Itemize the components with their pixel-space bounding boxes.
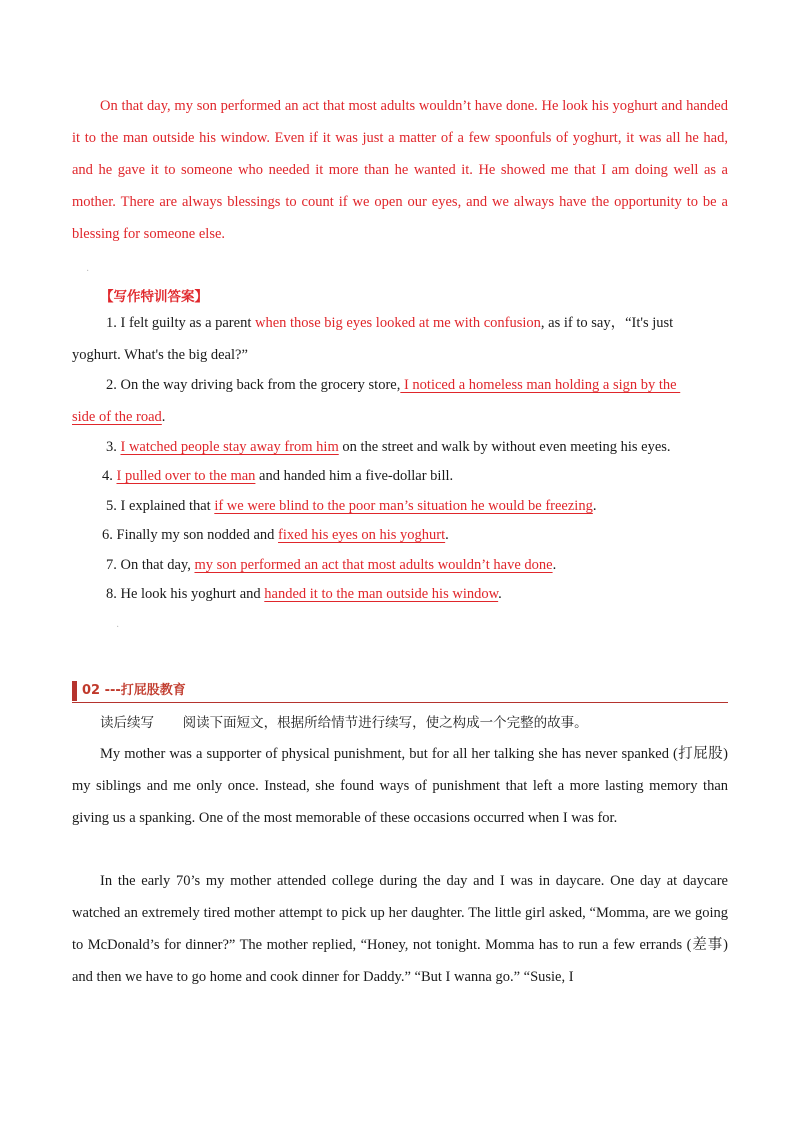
item-number: 7. — [106, 557, 117, 573]
item-answer: my son performed an act that most adults wouldn’t have done — [194, 557, 553, 573]
item-text-before: On that day, — [120, 557, 191, 573]
item-answer: when those big eyes looked at me with confusion — [254, 315, 541, 331]
item-answer: fixed his eyes on his yoghurt — [278, 527, 446, 543]
decorative-dot: · — [86, 266, 90, 277]
writing-answers-heading: 【写作特训答案】 — [100, 289, 208, 305]
item-number: 4. — [102, 468, 113, 484]
section-divider — [72, 702, 728, 703]
item-text-after: . — [445, 527, 449, 543]
item-number: 5. — [106, 498, 117, 514]
answer-item-3 — [106, 437, 671, 457]
story-ending-paragraph: On that day, my son performed an act that most adults wouldn’t have done. He look his yoghurt and handed it to the man outside his window. Even if it was just a matter of a few spoonfuls of yoghurt, it was all he had, and he gave it to someone who needed it more than he wanted it. He showed me that I am doing well as a mother. There are always blessings to count if we open our eyes, and we always have the opportunity to be a blessing for someone else. — [72, 98, 728, 242]
answer-item-2-continued — [72, 407, 165, 427]
section-title: 02 ---打屁股教育 — [82, 683, 186, 698]
item-answer: I pulled over to the man — [116, 468, 256, 484]
item-number: 6. — [102, 527, 113, 543]
decorative-dot: · — [116, 622, 120, 633]
instruction-text: 阅读下面短文，根据所给情节进行续写，使之构成一个完整的故事。 — [182, 715, 588, 731]
story-paragraph-2: In the early 70’s my mother attended college during the day and I was in daycare. One day at daycare watched an extremely tired mother attempt to pick up her daughter. The little girl asked, “Momma, are we going to McDonald’s for dinner?” The mother replied, “Honey, not tonight. Momma has to run a few errands (差事) and then we have to go home and cook dinner for Daddy.” “But I wanna go.” “Susie, I — [72, 873, 728, 985]
item-answer-continued: side of the road — [72, 409, 162, 425]
item-text-after: . — [592, 498, 597, 514]
instruction-line — [100, 713, 588, 733]
item-number: 3. — [106, 439, 117, 455]
answer-item-1 — [106, 313, 673, 333]
item-text-before: I felt guilty as a parent — [120, 315, 252, 331]
answer-item-7 — [106, 555, 556, 575]
item-answer: I watched people stay away from him — [120, 439, 339, 455]
item-text-before: On the way driving back from the grocery store, — [120, 377, 401, 393]
item-text-before: He look his yoghurt and — [120, 586, 261, 602]
section-marker — [72, 681, 77, 701]
answer-item-8 — [106, 584, 502, 604]
item-text-after: . — [552, 557, 557, 573]
answer-item-4 — [102, 466, 453, 486]
section-header — [72, 680, 728, 702]
item-text-before: I explained that — [120, 498, 211, 514]
item-text-before: Finally my son nodded and — [116, 527, 275, 543]
item-answer: if we were blind to the poor man’s situation he would be freezing — [214, 498, 593, 514]
item-text-after: , as if to say，“It's just — [540, 315, 674, 331]
answer-item-6 — [102, 525, 449, 545]
item-text-after: on the street and walk by without even meeting his eyes. — [338, 439, 671, 455]
item-number: 1. — [106, 315, 117, 331]
item-number: 8. — [106, 586, 117, 602]
item-text-after: . — [161, 409, 166, 425]
item-answer: I noticed a homeless man holding a sign by the — [400, 377, 681, 393]
answer-item-2 — [106, 375, 680, 395]
item-answer: handed it to the man outside his window — [264, 586, 499, 602]
instruction-label: 读后续写 — [100, 715, 154, 731]
item-text-after: and handed him a five-dollar bill. — [255, 468, 454, 484]
story-paragraph-1: My mother was a supporter of physical punishment, but for all her talking she has never spanked (打屁股) my siblings and me only once. Instead, she found ways of punishment that left a more lasting memory than giving us a spanking. One of the most memorable of these occasions occurred when I was for. — [72, 746, 728, 826]
answer-item-5 — [106, 496, 596, 516]
item-number: 2. — [106, 377, 117, 393]
item-text-after: . — [498, 586, 502, 602]
answer-item-1-continued: yoghurt. What's the big deal?” — [72, 347, 248, 363]
